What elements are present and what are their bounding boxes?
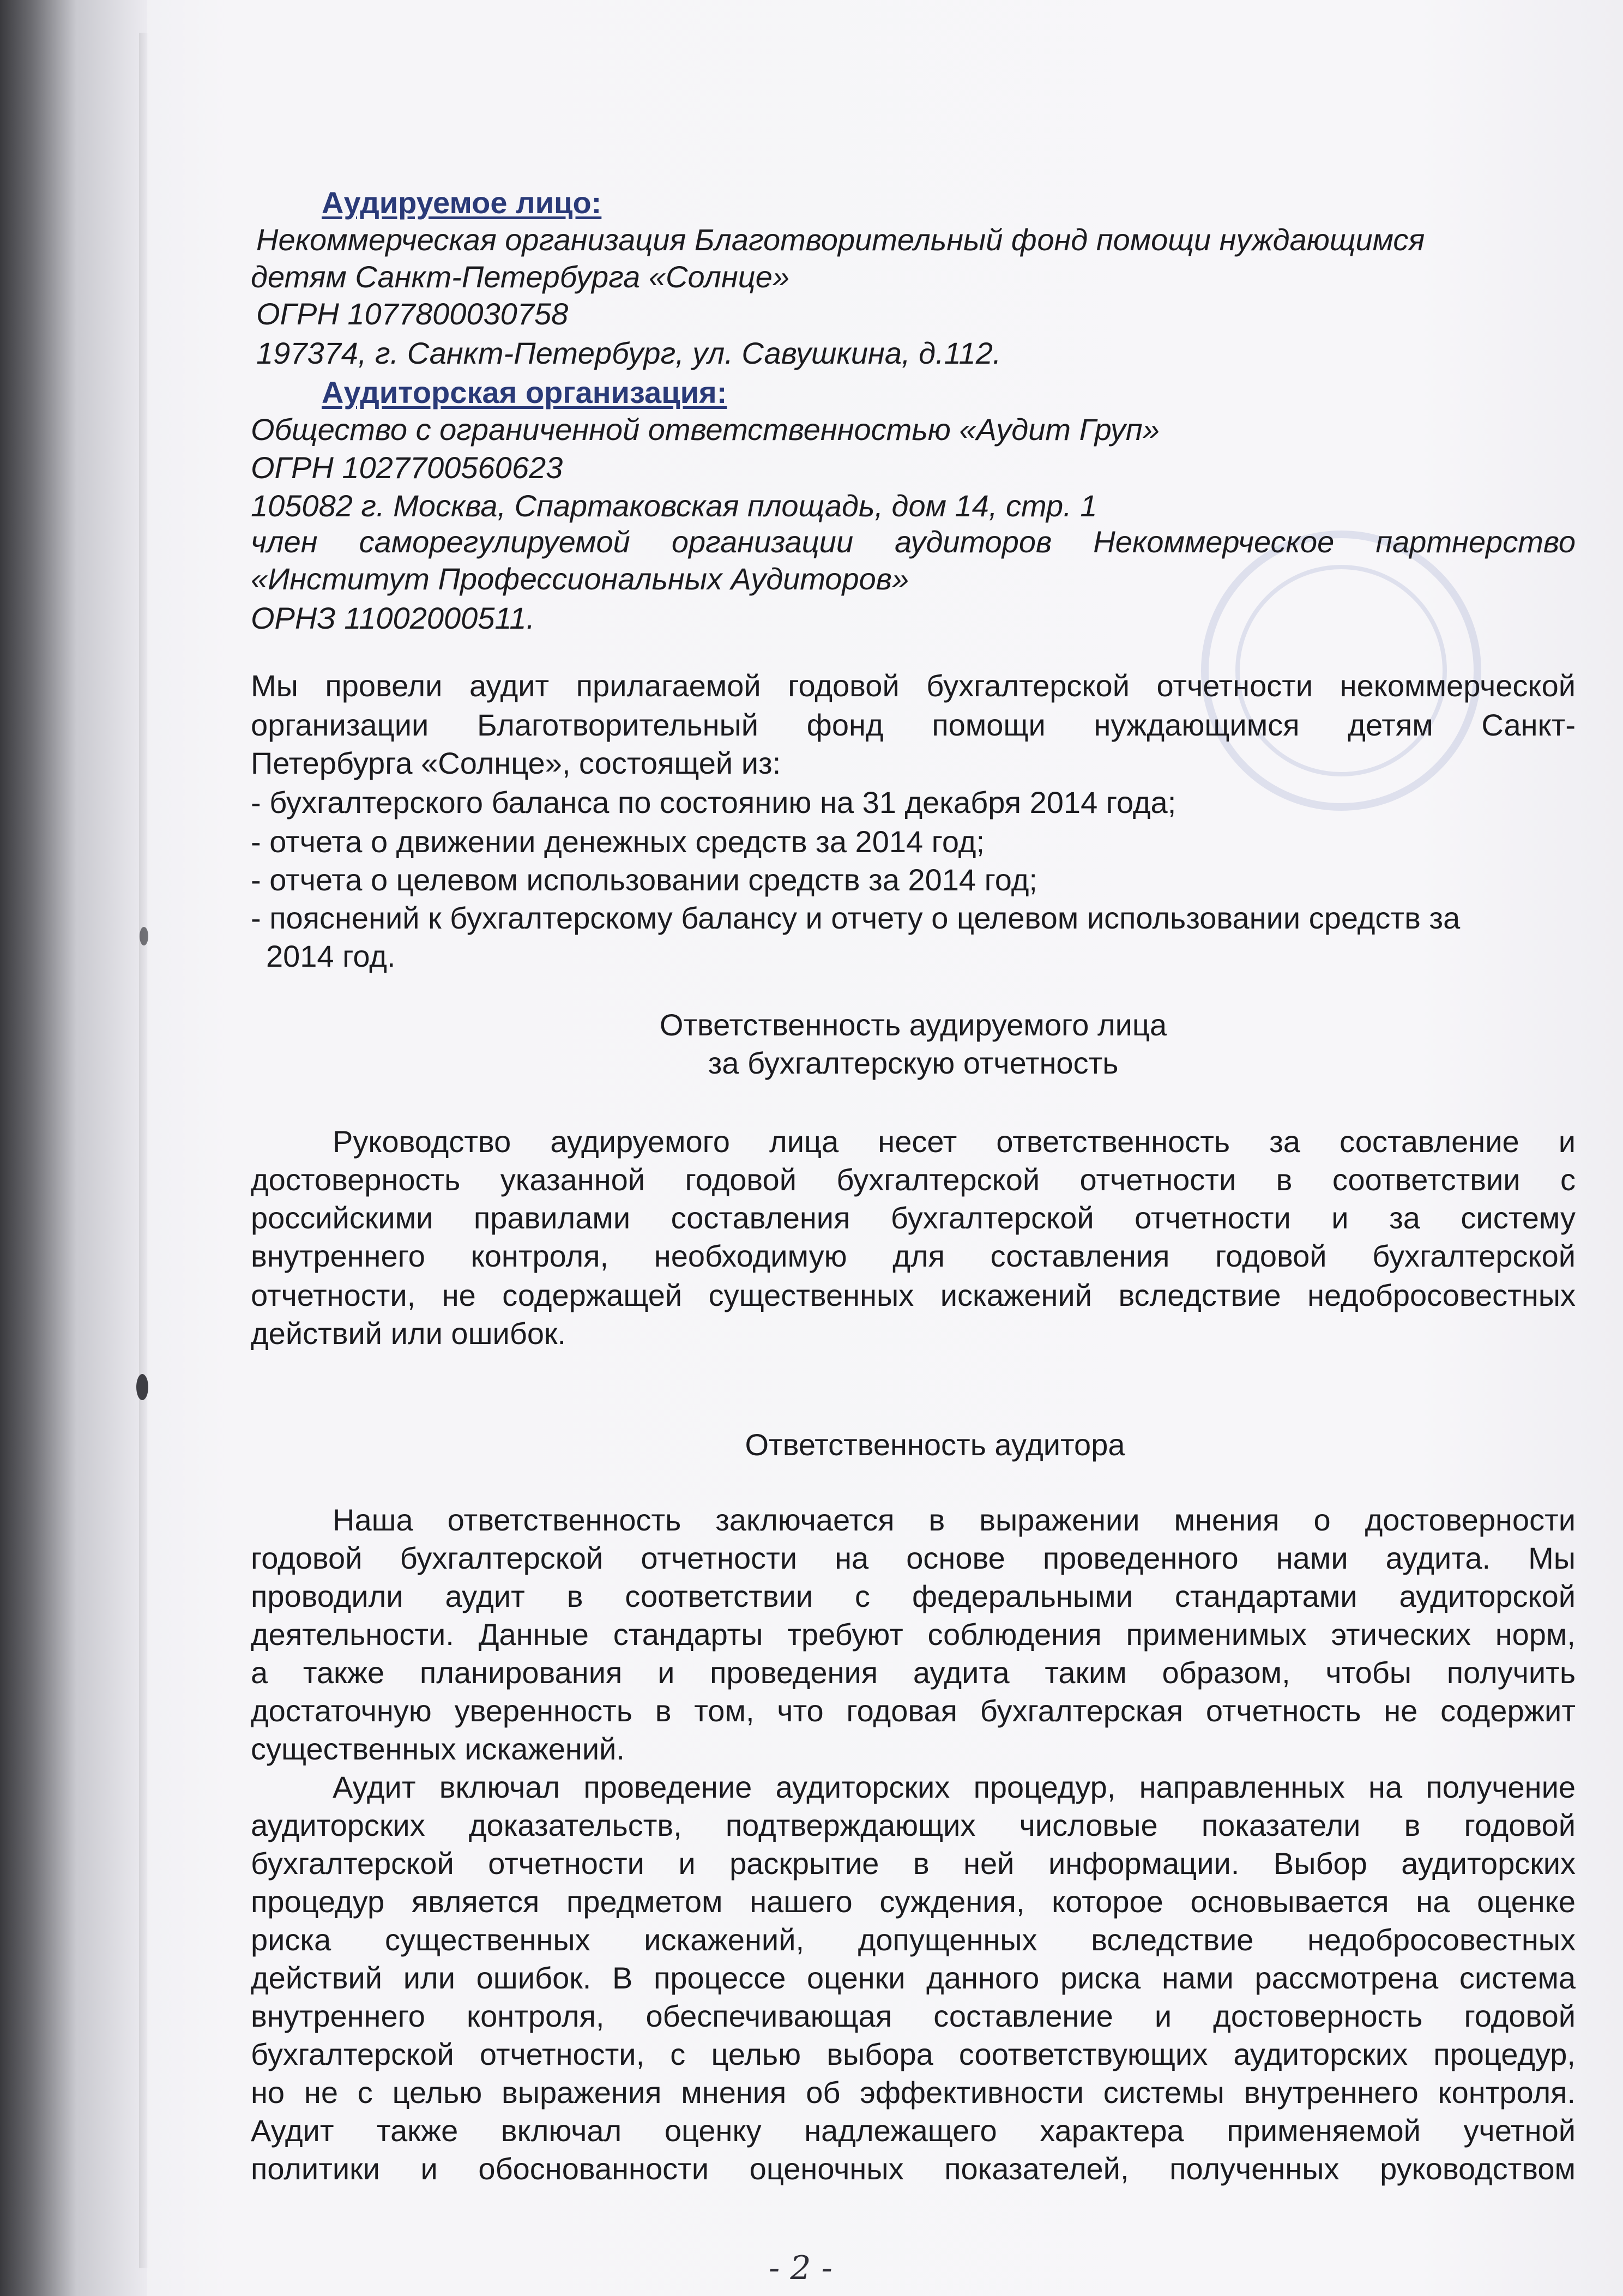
document-body	[251, 0, 1576, 2296]
auditee-ogrn: ОГРН 1077800030758	[256, 297, 569, 331]
paragraph-line: действий или ошибок. В процессе оценки данного риска нами рассмотрена система	[251, 1961, 1576, 1995]
paragraph-line: внутреннего контроля, обеспечивающая составление и достоверность годовой	[251, 1999, 1576, 2033]
auditor-org-name: Общество с ограниченной ответственностью «Аудит Груп»	[251, 412, 1160, 447]
binding-shadow	[139, 33, 149, 2268]
paragraph-line: достаточную уверенность в том, что годовая бухгалтерская отчетность не содержит	[251, 1694, 1576, 1728]
paragraph-line: годовой бухгалтерской отчетности на основе проведенного нами аудита. Мы	[251, 1541, 1576, 1575]
auditor-org-address: 105082 г. Москва, Спартаковская площадь, дом 14, стр. 1	[251, 489, 1097, 523]
paragraph-line: Аудит включал проведение аудиторских процедур, направленных на получение	[333, 1770, 1576, 1804]
auditor-org-membership-line2: «Институт Профессиональных Аудиторов»	[251, 562, 909, 596]
list-item: - отчета о движении денежных средств за 2014 год;	[251, 824, 985, 859]
paragraph-line: риска существенных искажений, допущенных вследствие недобросовестных	[251, 1923, 1576, 1957]
intro-line: Петербурга «Солнце», состоящей из:	[251, 746, 781, 780]
paragraph-line: но не с целью выражения мнения об эффективности системы внутреннего контроля.	[251, 2075, 1576, 2110]
paragraph-line: а также планирования и проведения аудита таким образом, чтобы получить	[251, 1655, 1576, 1690]
section-title: Ответственность аудируемого лица	[659, 1008, 1167, 1042]
intro-line: организации Благотворительный фонд помощи нуждающимся детям Санкт-	[251, 708, 1576, 742]
punch-hole	[140, 927, 148, 945]
paragraph-line: бухгалтерской отчетности, с целью выбора соответствующих аудиторских процедур,	[251, 2037, 1576, 2071]
paragraph-line: Наша ответственность заключается в выражении мнения о достоверности	[333, 1503, 1576, 1537]
page-number: - 2 -	[769, 2249, 832, 2287]
paragraph-line: российскими правилами составления бухгалтерской отчетности и за систему	[251, 1201, 1576, 1235]
punch-hole	[136, 1374, 148, 1400]
auditee-address: 197374, г. Санкт-Петербург, ул. Савушкина, д.112.	[256, 336, 1001, 370]
paragraph-line: достоверность указанной годовой бухгалтерской отчетности в соответствии с	[251, 1162, 1576, 1197]
auditee-name-line1: Некоммерческая организация Благотворительный фонд помощи нуждающимся	[256, 222, 1425, 257]
list-item: - отчета о целевом использовании средств за 2014 год;	[251, 863, 1037, 897]
auditor-org-membership-line1: член саморегулируемой организации аудиторов Некоммерческое партнерство	[251, 525, 1576, 559]
paragraph-line: процедур является предметом нашего суждения, которое основывается на оценке	[251, 1884, 1576, 1919]
paragraph-line: существенных искажений.	[251, 1732, 625, 1766]
paragraph-line: политики и обоснованности оценочных показателей, полученных руководством	[251, 2152, 1576, 2186]
auditor-org-heading: Аудиторская организация:	[322, 375, 727, 409]
auditee-heading: Аудируемое лицо:	[322, 185, 602, 220]
paragraph-line: отчетности, не содержащей существенных искажений вследствие недобросовестных	[251, 1278, 1576, 1312]
paragraph-line: Руководство аудируемого лица несет ответственность за составление и	[333, 1124, 1576, 1159]
auditor-org-ogrn: ОГРН 1027700560623	[251, 450, 563, 485]
paragraph-line: внутреннего контроля, необходимую для составления годовой бухгалтерской	[251, 1239, 1576, 1273]
paragraph-line: проводили аудит в соответствии с федеральными стандартами аудиторской	[251, 1579, 1576, 1613]
list-item: - пояснений к бухгалтерскому балансу и отчету о целевом использовании средств за	[251, 901, 1461, 935]
paragraph-line: аудиторских доказательств, подтверждающих числовые показатели в годовой	[251, 1808, 1576, 1842]
auditor-org-ornz: ОРНЗ 11002000511.	[251, 601, 535, 635]
intro-line: Мы провели аудит прилагаемой годовой бухгалтерской отчетности некоммерческой	[251, 668, 1576, 703]
list-item-tail: 2014 год.	[266, 939, 396, 973]
auditee-name-line2: детям Санкт-Петербурга «Солнце»	[251, 260, 790, 294]
list-item: - бухгалтерского баланса по состоянию на 31 декабря 2014 года;	[251, 785, 1176, 819]
binding-strip	[0, 0, 147, 2296]
paragraph-line: Аудит также включал оценку надлежащего характера применяемой учетной	[251, 2113, 1576, 2148]
section-title: за бухгалтерскую отчетность	[708, 1046, 1119, 1080]
section-title: Ответственность аудитора	[745, 1427, 1125, 1462]
paragraph-line: деятельности. Данные стандарты требуют соблюдения применимых этических норм,	[251, 1617, 1576, 1652]
paragraph-line: действий или ошибок.	[251, 1316, 566, 1351]
paragraph-line: бухгалтерской отчетности и раскрытие в ней информации. Выбор аудиторских	[251, 1846, 1576, 1881]
